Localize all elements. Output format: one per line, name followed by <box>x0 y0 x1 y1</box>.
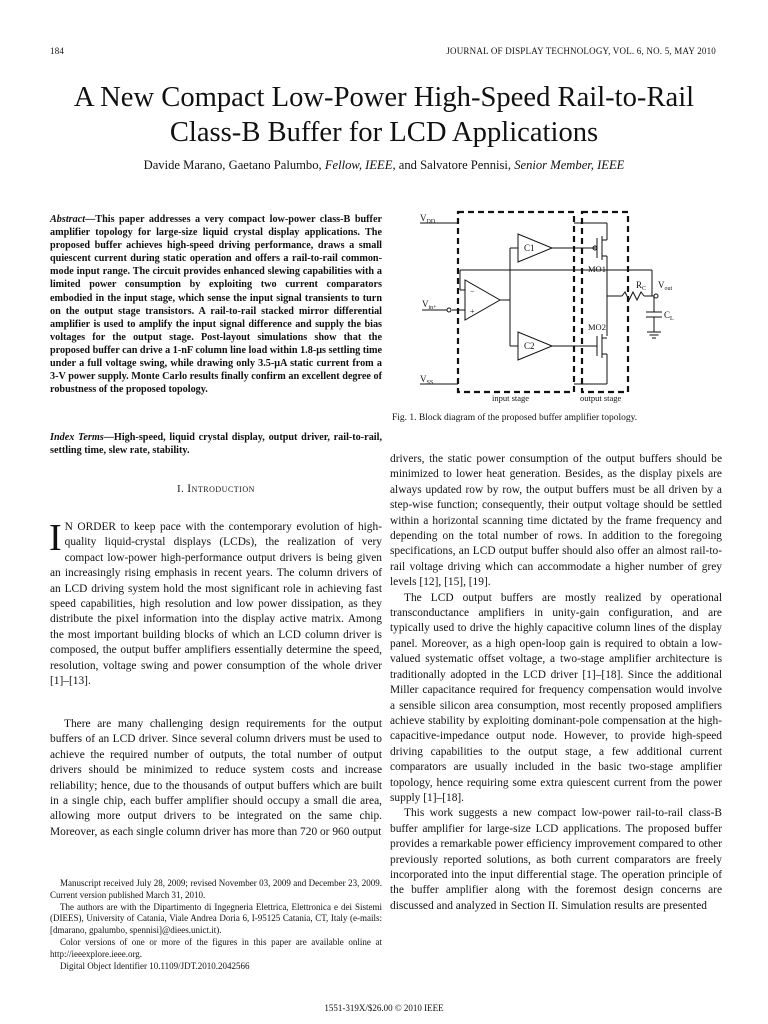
vin-label: $V_{in+}$ <box>422 299 437 311</box>
footnote-affiliation: The authors are with the Dipartimento di Ingegneria Elettrica, Elettronica e dei Sistemi (DIEES), University of Catania, Viale Andrea Doria 6, I-95125 Catania, CT, Italy (e-mails: [dmarano, gpalumbo, spennisi]@diees.unict.it). <box>50 901 382 936</box>
c1-label: C1 <box>524 243 535 253</box>
mo2-label: MO2 <box>588 322 606 332</box>
author-3: Salvatore Pennisi, <box>420 158 512 172</box>
output-stage-box <box>582 212 628 392</box>
abstract-lead: Abstract <box>50 214 86 225</box>
footer-copyright: 1551-319X/$26.00 © 2010 IEEE <box>324 1003 444 1013</box>
section-number: I. <box>177 484 185 495</box>
output-stage-label: output stage <box>580 393 622 403</box>
rc-label: $R_C$ <box>636 280 647 292</box>
journal-header: JOURNAL OF DISPLAY TECHNOLOGY, VOL. 6, NO. 5, MAY 2010 <box>446 46 716 56</box>
right-column <box>390 452 722 914</box>
figure-caption: Fig. 1. Block diagram of the proposed buffer amplifier topology. <box>392 413 638 423</box>
intro-paragraph-2: There are many challenging design requirements for the output buffers of an LCD driver. Since several column drivers must be used to achieve the required number of outputs, the total number of output drivers should be minimized to reduce system costs and increase reliability; hence, due to the thousands of output buffers which are built in a single chip, each buffer amplifier should occupy a small die area, allowing more output drivers to be integrated on the same chip. Moreover, as each single column driver has more than 720 or 960 output <box>50 718 382 838</box>
mo1-label: MO1 <box>588 264 606 274</box>
input-stage-label: input stage <box>492 393 530 403</box>
footnote-color: Color versions of one or more of the figures in this paper are available online at http://ieeexplore.ieee.org. <box>50 936 382 959</box>
right-paragraph-3: This work suggests a new compact low-power rail-to-rail class-B buffer amplifier for large-size LCD applications. The proposed buffer provides a remarkable power efficiency improvement compared to other previously reported solutions, as both current comparators are freely incorporated into the input differential stage. The operation principle of the buffer amplifier along with the foremost design concerns are discussed and analyzed in Section II. Simulation results are presented <box>390 807 722 912</box>
drop-cap: I <box>49 517 62 559</box>
section-heading <box>50 483 382 495</box>
vss-label: $V_{SS}$ <box>420 374 434 386</box>
c2-label: C2 <box>524 341 535 351</box>
plus-sign: + <box>470 307 475 316</box>
page-number: 184 <box>50 46 65 56</box>
index-terms-lead: Index Terms <box>50 432 104 443</box>
title-line-1: A New Compact Low-Power High-Speed Rail-to-Rail <box>73 82 695 113</box>
author-2: Gaetano Palumbo, <box>228 158 322 172</box>
paper-title <box>20 80 748 150</box>
author-line <box>20 158 748 173</box>
intro-smallcaps: N ORDER <box>64 521 117 533</box>
abstract <box>50 213 382 396</box>
footnote-doi: Digital Object Identifier 10.1109/JDT.2010.2042566 <box>60 960 250 971</box>
right-paragraph-2: The LCD output buffers are mostly realized by operational transconductance amplifiers in unity-gain configuration, and are typically used to drive the highly capacitive column lines of the display panel. Moreover, as a high open-loop gain is required to obtain a low-valued systematic offset voltage, a two-stage amplifier architecture is traditionally adopted in the LCD driver [1]–[18]. Since the additional Miller capacitance required for frequency compensation would involve a sensible silicon area consumption, most recently proposed amplifiers achieve stability by exploiting dominant-pole compensation at the high-capacitive-impedance output node. However, to provide high-speed driving capabilities to the output stage, a few additional current comparators are usually included in the basic two-stage amplifier topology, hence requiring some extra quiescent current from the power supply [1]–[18]. <box>390 591 722 804</box>
abstract-text: —This paper addresses a very compact low-power class-B buffer amplifier topology for large-size liquid crystal display applications. The proposed buffer achieves high-speed driving performance, draws a small quiescent current during static operation and offers a rail-to-rail common-mode input range. The circuit provides enhanced slewing capabilities with a limited power consumption by exploiting two current comparators embodied in the input stage, which sense the input signal transients to turn on the output stage transistors. A rail-to-rail stacked mirror differential amplifier is used to amplify the input signal difference and supply the bias voltages for the output stage. Post-layout simulations show that the proposed buffer can drive a 1-nF column line load within 1.8-μs settling time under a full voltage swing, while drawing only 3.5-μA static current from a 3-V power supply. Monte Carlo results finally confirm an excellent degree of robustness of the proposed topology. <box>50 214 382 396</box>
intro-p1-text: to keep pace with the contemporary evolution of high-quality liquid-crystal displays (LCDs), the realization of very compact low-power high-performance output drivers is being given an increasingly rising emphasis in recent years. The column drivers of an LCD driving system hold the most significant role in achieving fast speed capabilities, high resolution and low power dissipation, as they distribute the pixel information into the display active matrix. Among the most important building blocks of which an LCD column driver is composed, the output buffer amplifiers essentially determine the speed, resolution, voltage swing and power consumption of the whole driver [1]–[13]. <box>50 521 382 688</box>
author-and: and <box>398 158 417 172</box>
intro-paragraph-1 <box>49 517 382 689</box>
block-diagram-figure <box>392 208 692 408</box>
footnote-manuscript: Manuscript received July 28, 2009; revised November 03, 2009 and December 23, 2009. Current version published March 31, 2010. <box>50 878 382 900</box>
title-line-2: Class-B Buffer for LCD Applications <box>169 117 599 148</box>
author-3-role: Senior Member, IEEE <box>514 158 625 172</box>
index-terms-text: —High-speed, liquid crystal display, output driver, rail-to-rail, settling time, slew rate, stability. <box>50 432 382 457</box>
cl-label: $C_L$ <box>664 310 674 322</box>
footnote <box>50 878 382 972</box>
input-stage-box <box>458 212 574 392</box>
right-paragraph-1: drivers, the static power consumption of the output buffers should be minimized to lower heat generation. Besides, as the display pixels are always updated row by row, the output buffers must be all driven by a step-wise function; consequently, their output voltage should be settled within a horizontal scanning time dictated by the frame frequency and depending on the total number of rows. In addition to the foregoing specifications, an LCD output buffer should also offer an almost rail-to-rail voltage driving which can accommodate a higher number of grey levels [12], [15], [19]. <box>390 453 722 589</box>
section-title: Introduction <box>187 483 255 495</box>
resistor-rc <box>622 292 644 300</box>
vout-label: $V_{out}$ <box>658 280 673 292</box>
index-terms <box>50 431 382 457</box>
minus-sign: − <box>470 287 475 296</box>
vdd-label: $V_{DD}$ <box>420 213 436 225</box>
author-2-role: Fellow, IEEE, <box>324 158 396 172</box>
author-1: Davide Marano, <box>143 158 226 172</box>
